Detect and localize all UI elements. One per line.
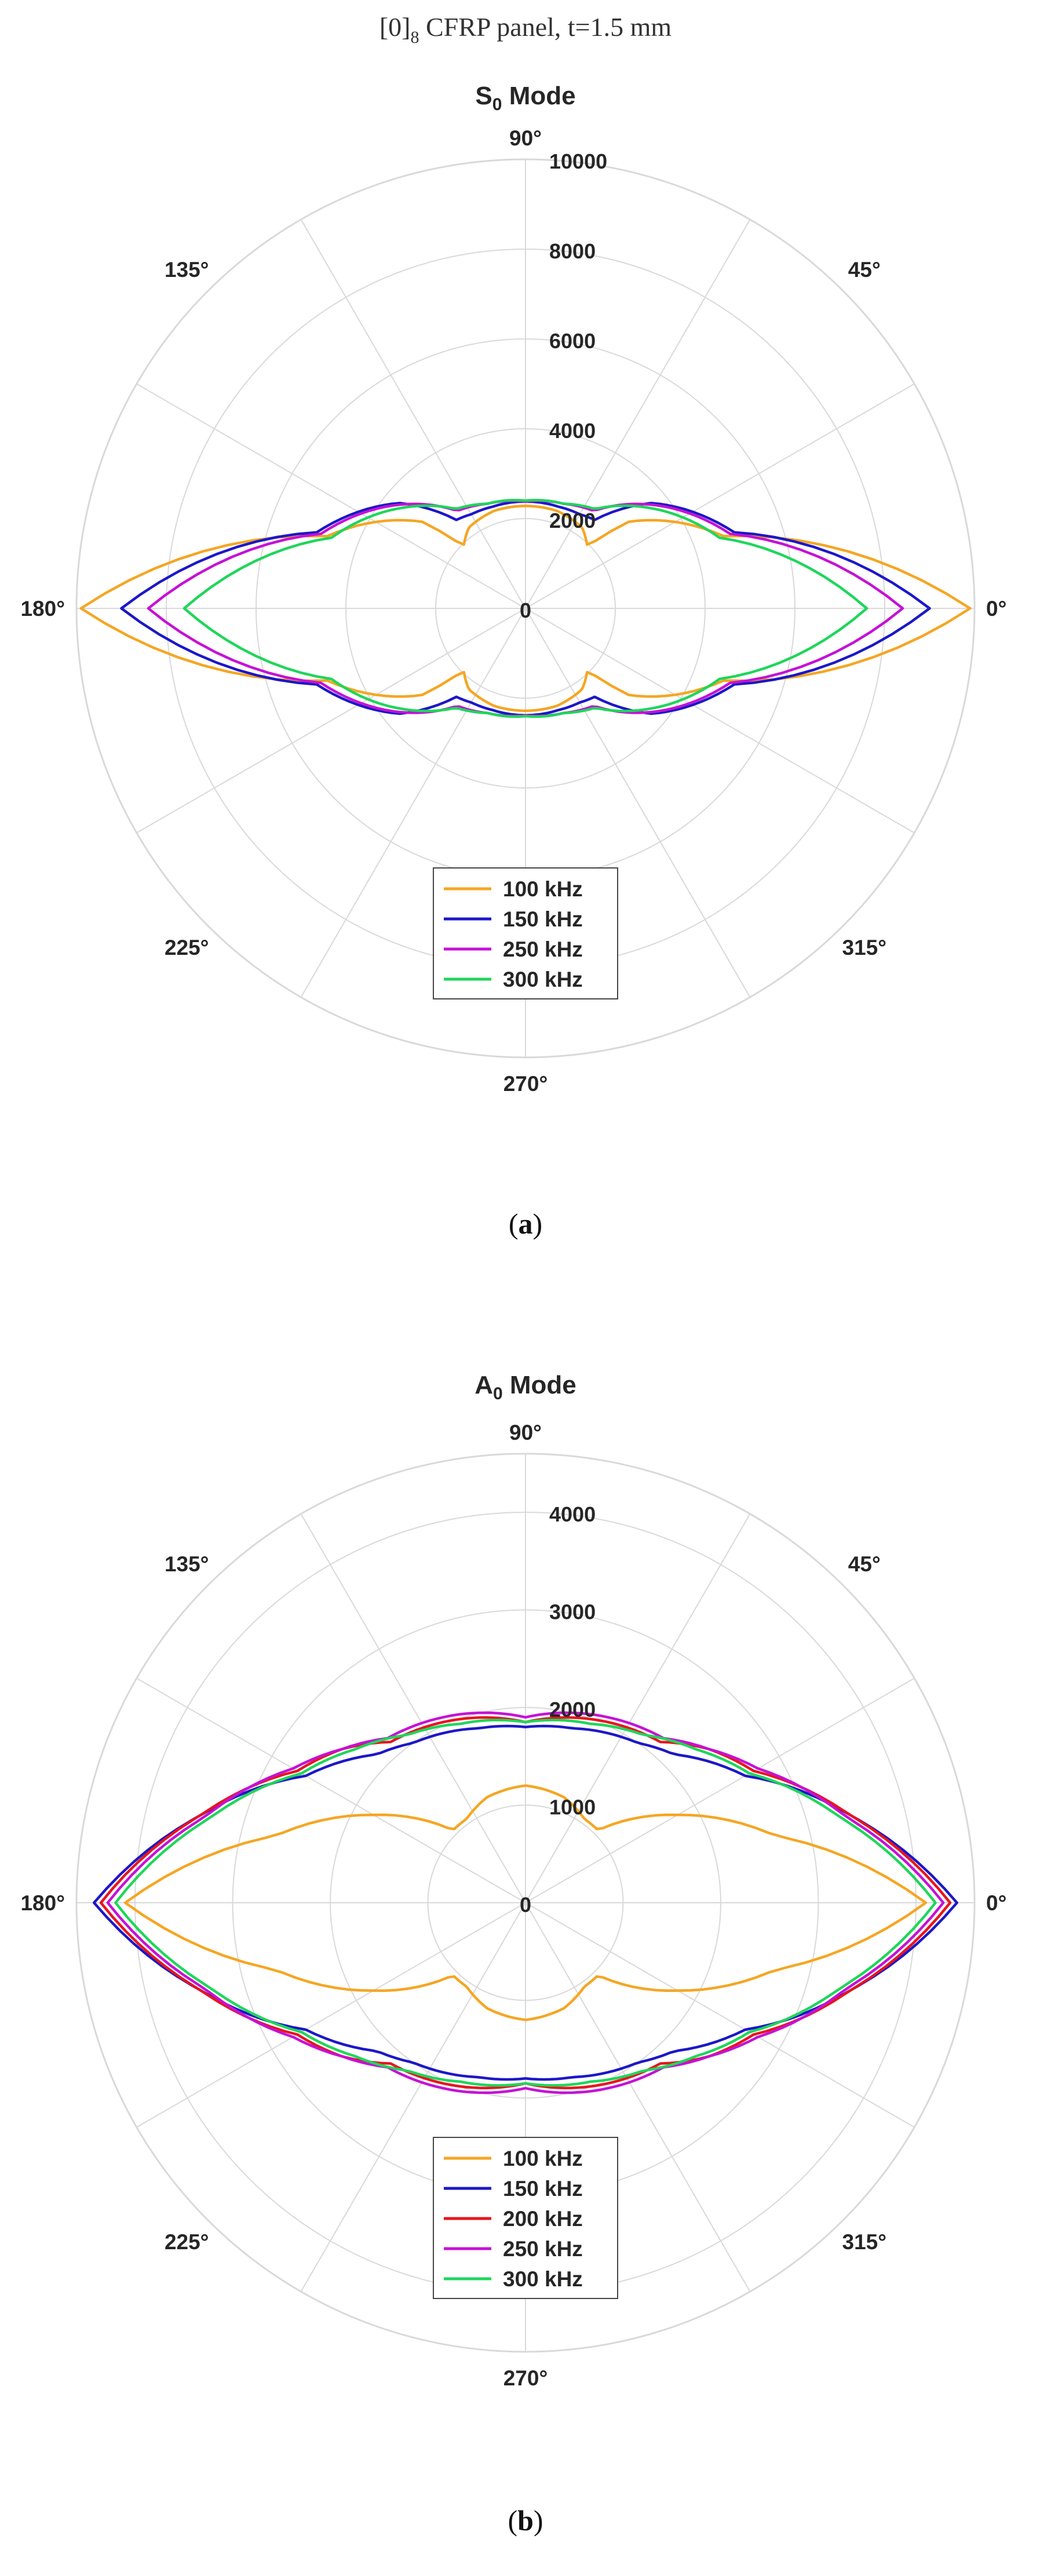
legend-label: 250 kHz — [503, 937, 583, 961]
angle-tick-label: 135° — [164, 258, 209, 282]
chart-title-prefix: S — [475, 82, 492, 110]
r-tick-label: 10000 — [549, 149, 608, 173]
legend-label: 300 kHz — [503, 2267, 583, 2291]
angle-tick-label: 270° — [503, 2366, 548, 2390]
figure-title-main: [0] — [379, 12, 411, 42]
legend-label: 300 kHz — [503, 968, 583, 991]
angle-tick-label: 270° — [503, 1072, 548, 1096]
r-tick-label: 6000 — [549, 329, 596, 353]
r-tick-label: 0 — [519, 599, 532, 622]
angle-tick-label: 0° — [986, 597, 1007, 621]
figure-title-subscript: 8 — [410, 28, 419, 47]
legend-label: 200 kHz — [503, 2207, 583, 2231]
panel-label-a: (a) — [508, 1207, 543, 1240]
panel-label-b: (b) — [508, 2504, 543, 2537]
angle-tick-label: 225° — [164, 935, 209, 959]
r-tick-label: 0 — [519, 1893, 532, 1917]
angle-tick-label: 45° — [848, 1552, 881, 1577]
r-tick-label: 4000 — [549, 419, 596, 443]
angle-tick-label: 180° — [20, 1891, 65, 1915]
chart-title-prefix: A — [475, 1371, 493, 1399]
angle-tick-label: 315° — [842, 935, 887, 959]
angle-tick-label: 0° — [986, 1891, 1007, 1915]
chart-title-suffix: Mode — [502, 82, 576, 110]
legend-label: 100 kHz — [503, 877, 583, 901]
angle-tick-label: 180° — [20, 597, 65, 621]
legend-label: 150 kHz — [503, 2177, 583, 2201]
legend — [433, 868, 618, 999]
chart-title-subscript: 0 — [492, 95, 502, 114]
r-tick-label: 1000 — [549, 1795, 596, 1819]
legend-label: 250 kHz — [503, 2237, 583, 2261]
r-tick-label: 2000 — [549, 1698, 596, 1722]
chart-title-subscript: 0 — [492, 1384, 503, 1403]
chart-title — [475, 82, 575, 114]
figure-title-rest: CFRP panel, t=1.5 mm — [419, 12, 672, 42]
r-tick-label: 2000 — [549, 509, 596, 532]
chart-title — [475, 1371, 576, 1403]
angle-tick-label: 90° — [509, 1421, 542, 1444]
angle-tick-label: 315° — [842, 2230, 887, 2254]
r-tick-label: 4000 — [549, 1502, 596, 1527]
angle-tick-label: 135° — [164, 1552, 209, 1577]
r-tick-label: 3000 — [549, 1600, 596, 1624]
angle-tick-label: 90° — [509, 126, 542, 150]
legend-label: 100 kHz — [503, 2147, 583, 2170]
legend — [433, 2137, 618, 2298]
chart-title-suffix: Mode — [502, 1371, 576, 1399]
legend-label: 150 kHz — [503, 907, 583, 931]
angle-tick-label: 45° — [848, 258, 881, 282]
angle-tick-label: 225° — [164, 2230, 209, 2254]
r-tick-label: 8000 — [549, 239, 596, 263]
panel-label-a-letter: a — [518, 1207, 533, 1240]
panel-label-b-letter: b — [517, 2504, 534, 2537]
